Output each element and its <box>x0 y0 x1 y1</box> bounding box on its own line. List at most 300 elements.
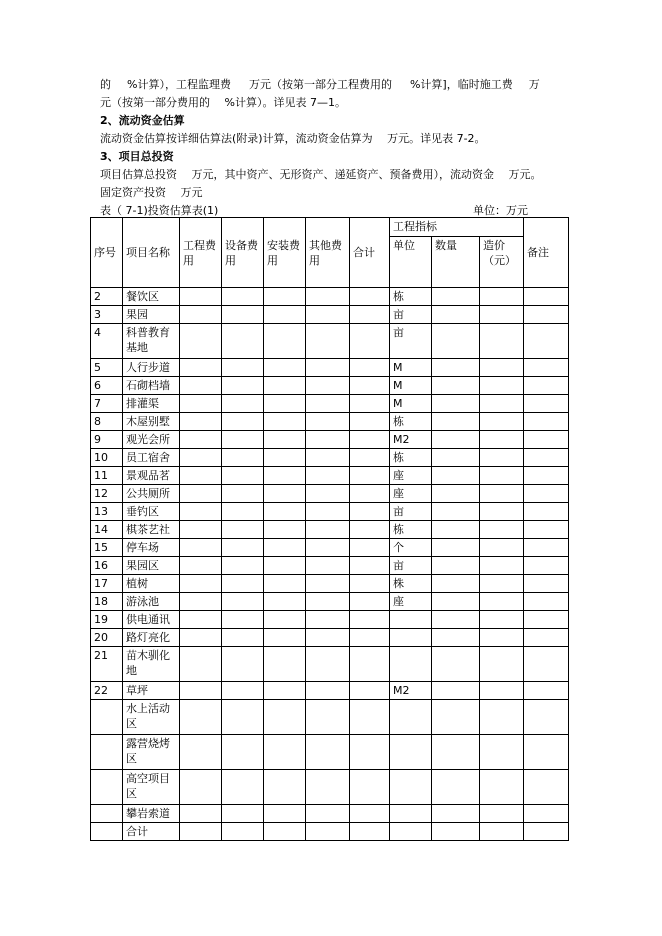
cell-price <box>480 431 524 449</box>
cell-quantity <box>432 288 480 306</box>
paragraph-line-2: 元（按第一部分费用的 %计算）。详见表 7—1。 <box>100 96 346 109</box>
cell-unit <box>390 611 432 629</box>
cell-price <box>480 682 524 700</box>
cell-quantity <box>432 503 480 521</box>
header-engineering: 工程费用 <box>180 218 222 288</box>
cell-install <box>264 557 306 575</box>
cell-remark <box>524 575 569 593</box>
cell-equipment <box>222 805 264 823</box>
cell-total <box>350 682 390 700</box>
cell-total <box>350 647 390 682</box>
cell-name: 石砌档墙 <box>123 377 180 395</box>
cell-name: 观光会所 <box>123 431 180 449</box>
cell-name: 停车场 <box>123 539 180 557</box>
cell-engineering <box>180 485 222 503</box>
cell-unit <box>390 823 432 841</box>
cell-seq: 20 <box>91 629 123 647</box>
cell-other <box>306 521 350 539</box>
cell-name: 景观品茗 <box>123 467 180 485</box>
cell-engineering <box>180 735 222 770</box>
cell-name: 人行步道 <box>123 359 180 377</box>
cell-remark <box>524 770 569 805</box>
cell-unit: M <box>390 359 432 377</box>
cell-price <box>480 629 524 647</box>
table-row <box>91 823 569 841</box>
cell-seq <box>91 735 123 770</box>
table-row <box>91 647 569 682</box>
cell-remark <box>524 682 569 700</box>
cell-remark <box>524 359 569 377</box>
cell-equipment <box>222 324 264 359</box>
text-fragment: %计算），工程监理费 <box>127 78 231 91</box>
cell-price <box>480 539 524 557</box>
cell-remark <box>524 324 569 359</box>
cell-total <box>350 359 390 377</box>
cell-other <box>306 413 350 431</box>
cell-price <box>480 575 524 593</box>
cell-remark <box>524 805 569 823</box>
cell-other <box>306 539 350 557</box>
cell-engineering <box>180 770 222 805</box>
cell-unit <box>390 770 432 805</box>
cell-total <box>350 413 390 431</box>
cell-other <box>306 485 350 503</box>
cell-seq: 10 <box>91 449 123 467</box>
cell-unit: 栋 <box>390 521 432 539</box>
cell-seq: 21 <box>91 647 123 682</box>
cell-engineering <box>180 377 222 395</box>
header-indicator: 工程指标 <box>390 218 524 237</box>
table-unit-label: 单位：万元 <box>473 204 528 217</box>
cell-total <box>350 805 390 823</box>
cell-other <box>306 377 350 395</box>
table-row <box>91 413 569 431</box>
cell-install <box>264 359 306 377</box>
cell-quantity <box>432 735 480 770</box>
section-heading-working-capital: 2、流动资金估算 <box>100 114 185 127</box>
cell-quantity <box>432 823 480 841</box>
cell-total <box>350 521 390 539</box>
cell-engineering <box>180 521 222 539</box>
cell-seq: 19 <box>91 611 123 629</box>
cell-remark <box>524 521 569 539</box>
cell-name: 水上活动区 <box>123 700 180 735</box>
text-fragment: %计算]，临时施工费 <box>409 78 513 91</box>
cell-quantity <box>432 611 480 629</box>
table-row <box>91 611 569 629</box>
cell-name: 攀岩索道 <box>123 805 180 823</box>
cell-remark <box>524 449 569 467</box>
cell-engineering <box>180 288 222 306</box>
cell-price <box>480 359 524 377</box>
cell-seq: 15 <box>91 539 123 557</box>
cell-equipment <box>222 288 264 306</box>
cell-price <box>480 485 524 503</box>
cell-name: 科普教育基地 <box>123 324 180 359</box>
cell-engineering <box>180 306 222 324</box>
cell-price <box>480 700 524 735</box>
cell-total <box>350 557 390 575</box>
cell-total <box>350 288 390 306</box>
cell-other <box>306 467 350 485</box>
cell-install <box>264 593 306 611</box>
cell-name: 合计 <box>123 823 180 841</box>
cell-seq: 18 <box>91 593 123 611</box>
cell-total <box>350 770 390 805</box>
cell-engineering <box>180 449 222 467</box>
cell-quantity <box>432 485 480 503</box>
cell-seq: 13 <box>91 503 123 521</box>
cell-quantity <box>432 539 480 557</box>
cell-remark <box>524 413 569 431</box>
table-row <box>91 324 569 359</box>
cell-install <box>264 805 306 823</box>
cell-equipment <box>222 770 264 805</box>
cell-unit: 亩 <box>390 503 432 521</box>
cell-install <box>264 467 306 485</box>
cell-equipment <box>222 449 264 467</box>
cell-remark <box>524 467 569 485</box>
text-fragment: 万元（按第一部分工程费用的 <box>248 78 392 91</box>
cell-name: 餐饮区 <box>123 288 180 306</box>
cell-price <box>480 611 524 629</box>
cell-quantity <box>432 359 480 377</box>
investment-estimate-table <box>90 217 569 841</box>
paragraph-line-7: 固定资产投资 万元 <box>100 186 203 199</box>
table-header-row <box>91 218 569 237</box>
cell-other <box>306 395 350 413</box>
cell-equipment <box>222 823 264 841</box>
cell-total <box>350 467 390 485</box>
cell-equipment <box>222 413 264 431</box>
cell-equipment <box>222 539 264 557</box>
cell-remark <box>524 377 569 395</box>
cell-total <box>350 306 390 324</box>
table-row <box>91 467 569 485</box>
cell-total <box>350 575 390 593</box>
cell-engineering <box>180 575 222 593</box>
cell-install <box>264 647 306 682</box>
header-unit: 单位 <box>390 237 432 288</box>
cell-other <box>306 629 350 647</box>
cell-total <box>350 593 390 611</box>
cell-equipment <box>222 647 264 682</box>
cell-remark <box>524 735 569 770</box>
cell-price <box>480 735 524 770</box>
header-install: 安装费用 <box>264 218 306 288</box>
cell-unit: M2 <box>390 431 432 449</box>
cell-unit: 亩 <box>390 557 432 575</box>
table-row <box>91 288 569 306</box>
cell-install <box>264 288 306 306</box>
cell-other <box>306 503 350 521</box>
cell-quantity <box>432 395 480 413</box>
cell-price <box>480 521 524 539</box>
cell-price <box>480 647 524 682</box>
cell-price <box>480 306 524 324</box>
cell-name: 排灌渠 <box>123 395 180 413</box>
table-caption <box>100 202 528 218</box>
cell-other <box>306 700 350 735</box>
cell-equipment <box>222 593 264 611</box>
cell-total <box>350 823 390 841</box>
cell-quantity <box>432 805 480 823</box>
cell-equipment <box>222 735 264 770</box>
cell-seq: 11 <box>91 467 123 485</box>
table-row <box>91 593 569 611</box>
paragraph-line-1 <box>100 76 580 94</box>
table-row <box>91 575 569 593</box>
cell-remark <box>524 288 569 306</box>
table-row <box>91 682 569 700</box>
cell-total <box>350 611 390 629</box>
cell-seq: 8 <box>91 413 123 431</box>
table-row <box>91 735 569 770</box>
cell-seq: 14 <box>91 521 123 539</box>
cell-remark <box>524 700 569 735</box>
cell-seq: 7 <box>91 395 123 413</box>
cell-name: 棋茶艺社 <box>123 521 180 539</box>
cell-engineering <box>180 395 222 413</box>
cell-unit: 栋 <box>390 288 432 306</box>
cell-remark <box>524 503 569 521</box>
text-fragment: 的 <box>100 78 111 91</box>
cell-install <box>264 539 306 557</box>
cell-seq: 17 <box>91 575 123 593</box>
table-row <box>91 377 569 395</box>
cell-other <box>306 647 350 682</box>
cell-quantity <box>432 521 480 539</box>
cell-install <box>264 413 306 431</box>
cell-seq <box>91 805 123 823</box>
cell-engineering <box>180 467 222 485</box>
cell-other <box>306 324 350 359</box>
header-remark: 备注 <box>524 218 569 288</box>
cell-unit: 栋 <box>390 413 432 431</box>
cell-price <box>480 377 524 395</box>
cell-name: 果园 <box>123 306 180 324</box>
cell-engineering <box>180 431 222 449</box>
cell-price <box>480 805 524 823</box>
cell-total <box>350 377 390 395</box>
table-row <box>91 449 569 467</box>
cell-remark <box>524 431 569 449</box>
cell-seq: 5 <box>91 359 123 377</box>
cell-seq: 16 <box>91 557 123 575</box>
cell-price <box>480 413 524 431</box>
cell-equipment <box>222 359 264 377</box>
cell-quantity <box>432 431 480 449</box>
cell-equipment <box>222 377 264 395</box>
cell-other <box>306 682 350 700</box>
header-quantity: 数量 <box>432 237 480 288</box>
cell-unit <box>390 805 432 823</box>
cell-equipment <box>222 395 264 413</box>
table-row <box>91 770 569 805</box>
paragraph-line-4: 流动资金估算按详细估算法(附录)计算，流动资金估算为 万元。详见表 7-2。 <box>100 132 486 145</box>
cell-seq: 4 <box>91 324 123 359</box>
cell-unit: 座 <box>390 485 432 503</box>
cell-total <box>350 395 390 413</box>
cell-price <box>480 503 524 521</box>
cell-engineering <box>180 359 222 377</box>
header-seq: 序号 <box>91 218 123 288</box>
cell-engineering <box>180 647 222 682</box>
cell-install <box>264 629 306 647</box>
cell-unit <box>390 647 432 682</box>
cell-install <box>264 770 306 805</box>
cell-install <box>264 823 306 841</box>
cell-unit: 栋 <box>390 449 432 467</box>
cell-seq: 9 <box>91 431 123 449</box>
cell-equipment <box>222 521 264 539</box>
text-fragment: 万 <box>528 78 540 91</box>
cell-install <box>264 377 306 395</box>
cell-seq: 22 <box>91 682 123 700</box>
cell-name: 苗木驯化地 <box>123 647 180 682</box>
cell-equipment <box>222 629 264 647</box>
cell-name: 垂钓区 <box>123 503 180 521</box>
cell-remark <box>524 539 569 557</box>
cell-other <box>306 823 350 841</box>
cell-equipment <box>222 611 264 629</box>
cell-total <box>350 735 390 770</box>
cell-total <box>350 629 390 647</box>
cell-engineering <box>180 503 222 521</box>
cell-install <box>264 431 306 449</box>
cell-install <box>264 395 306 413</box>
cell-quantity <box>432 324 480 359</box>
table-row <box>91 359 569 377</box>
cell-install <box>264 521 306 539</box>
cell-quantity <box>432 647 480 682</box>
header-total: 合计 <box>350 218 390 288</box>
cell-unit <box>390 735 432 770</box>
paragraph-line-6: 项目估算总投资 万元，其中资产、无形资产、递延资产、预备费用），流动资金 万元。 <box>100 168 542 181</box>
cell-other <box>306 306 350 324</box>
cell-seq <box>91 823 123 841</box>
cell-other <box>306 288 350 306</box>
cell-install <box>264 700 306 735</box>
cell-engineering <box>180 413 222 431</box>
cell-remark <box>524 647 569 682</box>
cell-remark <box>524 823 569 841</box>
cell-engineering <box>180 611 222 629</box>
cell-name: 木屋别墅 <box>123 413 180 431</box>
cell-quantity <box>432 700 480 735</box>
cell-engineering <box>180 593 222 611</box>
table-row <box>91 306 569 324</box>
table-row <box>91 700 569 735</box>
cell-unit: 座 <box>390 467 432 485</box>
table-title: 表（ 7-1)投资估算表(1) <box>100 204 219 217</box>
cell-equipment <box>222 682 264 700</box>
cell-seq: 6 <box>91 377 123 395</box>
cell-price <box>480 324 524 359</box>
cell-remark <box>524 593 569 611</box>
cell-total <box>350 449 390 467</box>
cell-quantity <box>432 377 480 395</box>
cell-seq <box>91 700 123 735</box>
cell-total <box>350 324 390 359</box>
cell-other <box>306 449 350 467</box>
cell-remark <box>524 485 569 503</box>
cell-engineering <box>180 557 222 575</box>
cell-seq: 3 <box>91 306 123 324</box>
table-row <box>91 557 569 575</box>
cell-quantity <box>432 467 480 485</box>
table-row <box>91 485 569 503</box>
cell-remark <box>524 395 569 413</box>
cell-install <box>264 682 306 700</box>
header-name: 项目名称 <box>123 218 180 288</box>
cell-price <box>480 288 524 306</box>
cell-equipment <box>222 700 264 735</box>
cell-price <box>480 593 524 611</box>
intro-text <box>100 76 580 202</box>
cell-other <box>306 431 350 449</box>
cell-unit: 亩 <box>390 324 432 359</box>
table-row <box>91 521 569 539</box>
cell-unit: M <box>390 377 432 395</box>
cell-install <box>264 575 306 593</box>
cell-price <box>480 770 524 805</box>
cell-other <box>306 359 350 377</box>
cell-name: 供电通讯 <box>123 611 180 629</box>
cell-quantity <box>432 413 480 431</box>
cell-equipment <box>222 575 264 593</box>
cell-engineering <box>180 823 222 841</box>
header-other: 其他费用 <box>306 218 350 288</box>
cell-engineering <box>180 805 222 823</box>
cell-other <box>306 735 350 770</box>
table-row <box>91 629 569 647</box>
cell-total <box>350 485 390 503</box>
cell-quantity <box>432 629 480 647</box>
cell-other <box>306 593 350 611</box>
cell-equipment <box>222 467 264 485</box>
cell-quantity <box>432 770 480 805</box>
cell-price <box>480 467 524 485</box>
cell-other <box>306 611 350 629</box>
cell-engineering <box>180 682 222 700</box>
cell-engineering <box>180 324 222 359</box>
cell-price <box>480 823 524 841</box>
cell-name: 员工宿舍 <box>123 449 180 467</box>
section-heading-total-investment: 3、项目总投资 <box>100 150 174 163</box>
cell-name: 公共厕所 <box>123 485 180 503</box>
cell-engineering <box>180 539 222 557</box>
cell-price <box>480 395 524 413</box>
cell-quantity <box>432 449 480 467</box>
cell-quantity <box>432 682 480 700</box>
cell-quantity <box>432 306 480 324</box>
cell-install <box>264 449 306 467</box>
cell-unit <box>390 700 432 735</box>
cell-unit: 个 <box>390 539 432 557</box>
cell-name: 路灯亮化 <box>123 629 180 647</box>
cell-other <box>306 770 350 805</box>
cell-name: 高空项目区 <box>123 770 180 805</box>
cell-unit: 亩 <box>390 306 432 324</box>
cell-other <box>306 805 350 823</box>
cell-other <box>306 557 350 575</box>
header-equipment: 设备费用 <box>222 218 264 288</box>
cell-equipment <box>222 485 264 503</box>
cell-install <box>264 306 306 324</box>
cell-quantity <box>432 593 480 611</box>
cell-unit <box>390 629 432 647</box>
